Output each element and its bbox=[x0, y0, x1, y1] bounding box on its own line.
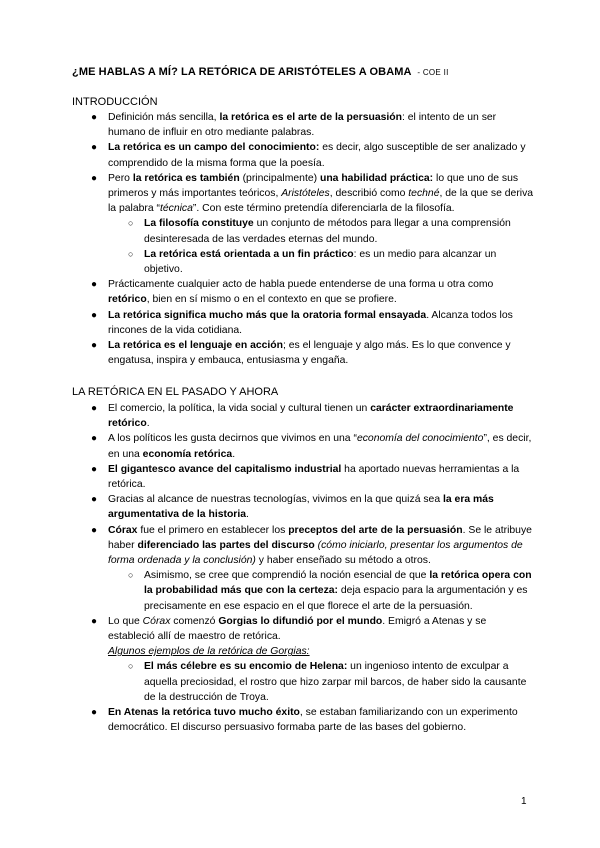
text-segment: La retórica está orientada a un fin práctico bbox=[144, 248, 354, 260]
text-segment: La retórica significa mucho más que la oratoria formal ensayada bbox=[108, 309, 427, 321]
list-item bbox=[72, 568, 534, 614]
list-item bbox=[72, 492, 534, 522]
subheading bbox=[72, 644, 534, 659]
text-segment: techné bbox=[408, 188, 440, 200]
text-segment: El gigantesco avance del capitalismo industrial bbox=[108, 463, 342, 475]
text-segment: La filosofía constituye bbox=[144, 218, 254, 230]
text-segment: (cómo iniciarlo, presentar los argumentos de forma ordenada y la conclusión) bbox=[108, 539, 523, 567]
text-segment: fue el primero en establecer los bbox=[137, 524, 289, 536]
text-segment: La retórica es el lenguaje en acción bbox=[108, 340, 283, 352]
text-segment: , de la que se deriva la palabra “ bbox=[108, 188, 534, 215]
text-segment: La retórica es un campo del conocimiento: bbox=[108, 142, 320, 154]
list-item bbox=[72, 216, 534, 246]
section-list-retorica-pasado-ahora bbox=[72, 401, 534, 735]
section-list-introduccion bbox=[72, 110, 534, 368]
text-segment: comenzó bbox=[170, 615, 219, 627]
text-segment: Córax bbox=[142, 615, 171, 627]
bullet-icon: ● bbox=[91, 463, 98, 475]
text-segment: Gracias al alcance de nuestras tecnologías, vivimos en la que quizá sea bbox=[108, 494, 443, 506]
text-segment: y haber enseñado su método a otros. bbox=[255, 555, 431, 567]
text-segment: ha aportado nuevas herramientas a la retórica. bbox=[108, 463, 520, 491]
list-item bbox=[72, 338, 534, 368]
text-segment: . Emigró a Atenas y se estableció allí de maestro de retórica. bbox=[108, 615, 487, 643]
text-segment: Córax bbox=[108, 524, 138, 536]
list-item bbox=[72, 462, 534, 492]
text-segment: , se estaban familiarizando con un experimento democrático. El discurso persuasivo formaba parte de las bases del gobierno. bbox=[108, 707, 518, 734]
text-segment: la retórica opera con la probabilidad más que con la certeza: bbox=[144, 570, 532, 597]
bullet-icon: ● bbox=[91, 279, 98, 291]
list-item bbox=[72, 614, 534, 644]
list-item bbox=[72, 431, 534, 461]
text-segment: Prácticamente cualquier acto de habla puede entenderse de una forma u otra como bbox=[108, 279, 494, 291]
list-item bbox=[72, 308, 534, 338]
text-segment: A los políticos les gusta decirnos que vivimos en una “ bbox=[108, 433, 357, 445]
bullet-icon: ● bbox=[91, 494, 98, 506]
list-item bbox=[72, 140, 534, 170]
bullet-icon: ● bbox=[91, 112, 98, 123]
text-segment: es decir, algo susceptible de ser analizado y comprendido de la misma forma que la poesía. bbox=[108, 142, 526, 169]
list-item bbox=[72, 401, 534, 431]
text-segment: carácter extraordinariamente retórico bbox=[108, 403, 514, 430]
bullet-icon: ● bbox=[91, 309, 98, 321]
text-segment: economía del conocimiento bbox=[356, 433, 484, 445]
text-segment: técnica bbox=[159, 203, 193, 215]
text-segment: , describió como bbox=[329, 188, 409, 200]
text-segment: Pero bbox=[108, 172, 133, 184]
text-segment: : el intento de un ser humano de influir en otro mediante palabras. bbox=[108, 112, 497, 139]
list-item bbox=[72, 277, 534, 307]
list-item bbox=[72, 523, 534, 569]
bullet-icon: ● bbox=[91, 172, 98, 184]
text-segment: un conjunto de métodos para llegar a una comprensión desinteresada de las verdades eternas del mundo. bbox=[144, 218, 511, 245]
text-segment: ”, es decir, en una bbox=[108, 433, 532, 460]
title-text: ¿ME HABLAS A MÍ? LA RETÓRICA DE ARISTÓTELES A OBAMA bbox=[72, 66, 412, 78]
list-item bbox=[72, 659, 534, 705]
text-segment: . bbox=[146, 418, 150, 430]
bullet-icon: ● bbox=[91, 403, 98, 414]
text-segment: Asimismo, se cree que comprendió la noción esencial de que bbox=[144, 570, 430, 582]
text-segment: la retórica es el arte de la persuasión bbox=[219, 112, 402, 123]
text-segment: Gorgias lo difundió por el mundo bbox=[218, 615, 383, 627]
text-segment: ; es el lenguaje y algo más. Es lo que convence y engatusa, inspira y embauca, entusiasma y engaña. bbox=[108, 340, 511, 367]
bullet-icon: ● bbox=[91, 615, 98, 627]
text-segment: : es un medio para alcanzar un objetivo. bbox=[144, 248, 497, 276]
hollow-bullet-icon: ○ bbox=[128, 570, 134, 581]
list-item bbox=[72, 705, 534, 735]
title-subtitle: - COE II bbox=[417, 68, 449, 77]
text-segment: ”. Con este término pretendía diferenciarla de la filosofía. bbox=[192, 203, 455, 215]
text-segment: Algunos ejemplos de la retórica de Gorgias: bbox=[108, 646, 310, 658]
text-segment: . Alcanza todos los rincones de la vida cotidiana. bbox=[108, 309, 513, 336]
bullet-icon: ● bbox=[91, 524, 98, 536]
hollow-bullet-icon: ○ bbox=[128, 218, 134, 229]
text-segment: la retórica es también bbox=[132, 172, 240, 184]
text-segment: Definición más sencilla, bbox=[108, 112, 220, 123]
section-heading-introduccion: INTRODUCCIÓN bbox=[72, 96, 158, 108]
text-segment: un ingenioso intento de exculpar a aquella preciosidad, el rostro que hizo zarpar mil barcos, de haber sido la causante de la destrucción de Troya. bbox=[144, 661, 527, 703]
list-item bbox=[72, 171, 534, 217]
text-segment: . Se le atribuye haber bbox=[108, 524, 532, 551]
section-heading-retorica-pasado-ahora: LA RETÓRICA EN EL PASADO Y AHORA bbox=[72, 386, 279, 398]
text-segment: lo que uno de sus primeros y más importantes teóricos, bbox=[108, 172, 519, 200]
text-segment: El más célebre es su encomio de Helena: bbox=[144, 661, 348, 673]
text-segment: diferenciado las partes del discurso bbox=[137, 539, 315, 551]
bullet-icon: ● bbox=[91, 707, 98, 719]
text-segment: retórico bbox=[108, 294, 147, 306]
text-segment: . bbox=[246, 509, 249, 521]
text-segment: (principalmente) bbox=[239, 172, 320, 184]
hollow-bullet-icon: ○ bbox=[128, 661, 134, 672]
bullet-icon: ● bbox=[91, 142, 98, 154]
page-number: 1 bbox=[521, 796, 527, 807]
list-item bbox=[72, 110, 534, 140]
hollow-bullet-icon: ○ bbox=[128, 248, 134, 259]
bullet-icon: ● bbox=[91, 433, 98, 445]
text-segment: una habilidad práctica: bbox=[319, 172, 434, 184]
text-segment: economía retórica bbox=[142, 448, 233, 460]
text-segment: Aristóteles bbox=[281, 188, 330, 200]
text-segment: En Atenas la retórica tuvo mucho éxito bbox=[108, 707, 300, 719]
text-segment: . bbox=[232, 448, 236, 460]
list-item bbox=[72, 247, 534, 277]
text-segment: El comercio, la política, la vida social y cultural tienen un bbox=[108, 403, 371, 414]
bullet-icon: ● bbox=[91, 340, 98, 352]
document-title bbox=[72, 66, 542, 78]
text-segment: la era más argumentativa de la historia bbox=[108, 494, 494, 521]
text-segment: Lo que bbox=[108, 615, 143, 627]
text-segment: deja espacio para la argumentación y es precisamente en ese espacio en el que florece el arte de la persuasión. bbox=[144, 585, 528, 612]
text-segment: , bien en sí mismo o en el contexto en que se profiere. bbox=[146, 294, 397, 306]
text-segment: preceptos del arte de la persuasión bbox=[288, 524, 463, 536]
